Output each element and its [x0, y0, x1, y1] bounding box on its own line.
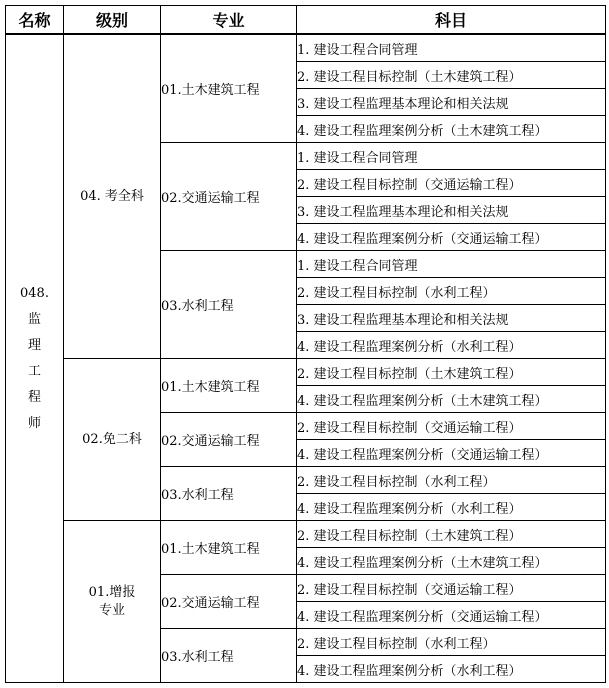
major-cell: 01.土木建筑工程	[161, 521, 297, 575]
subject-cell: 4. 建设工程监理案例分析（水利工程）	[297, 332, 606, 359]
level-cell	[64, 521, 161, 683]
subject-cell: 2. 建设工程目标控制（土木建筑工程）	[297, 62, 606, 89]
subject-cell: 2. 建设工程目标控制（交通运输工程）	[297, 170, 606, 197]
subject-cell: 4. 建设工程监理案例分析（水利工程）	[297, 656, 606, 683]
major-cell: 03.水利工程	[161, 629, 297, 683]
header-subject: 科目	[297, 6, 606, 35]
qualification-title-char: 工	[27, 363, 41, 379]
header-name: 名称	[6, 6, 64, 35]
subject-cell: 4. 建设工程监理案例分析（交通运输工程）	[297, 224, 606, 251]
subject-cell: 4. 建设工程监理案例分析（土木建筑工程）	[297, 548, 606, 575]
subject-cell: 3. 建设工程监理基本理论和相关法规	[297, 197, 606, 224]
subject-cell: 1. 建设工程合同管理	[297, 251, 606, 278]
major-cell: 02.交通运输工程	[161, 413, 297, 467]
qualification-title-char: 师	[27, 415, 41, 431]
subject-cell: 1. 建设工程合同管理	[297, 143, 606, 170]
subject-cell: 4. 建设工程监理案例分析（土木建筑工程）	[297, 116, 606, 143]
level-cell	[64, 34, 161, 359]
header-row	[6, 6, 606, 35]
subject-cell: 2. 建设工程目标控制（土木建筑工程）	[297, 359, 606, 386]
subject-cell: 4. 建设工程监理案例分析（交通运输工程）	[297, 440, 606, 467]
subject-cell: 4. 建设工程监理案例分析（交通运输工程）	[297, 602, 606, 629]
qualification-title-char: 监	[27, 311, 41, 327]
subject-cell: 2. 建设工程目标控制（交通运输工程）	[297, 575, 606, 602]
subject-cell: 3. 建设工程监理基本理论和相关法规	[297, 89, 606, 116]
subject-cell: 3. 建设工程监理基本理论和相关法规	[297, 305, 606, 332]
table-row	[6, 34, 606, 62]
subject-cell: 2. 建设工程目标控制（土木建筑工程）	[297, 521, 606, 548]
table-row	[6, 521, 606, 548]
table-body	[6, 34, 606, 683]
exam-subject-table	[5, 5, 606, 683]
level-label: 专业	[98, 602, 125, 618]
qualification-title-char: 理	[27, 337, 41, 353]
header-level: 级别	[64, 6, 161, 35]
subject-cell: 4. 建设工程监理案例分析（土木建筑工程）	[297, 386, 606, 413]
major-cell: 03.水利工程	[161, 251, 297, 359]
level-label: 04. 考全科	[80, 188, 144, 204]
document-page	[5, 5, 606, 683]
major-cell: 02.交通运输工程	[161, 575, 297, 629]
subject-cell: 2. 建设工程目标控制（水利工程）	[297, 629, 606, 656]
header-major: 专业	[161, 6, 297, 35]
level-label: 02.免二科	[82, 431, 142, 447]
qualification-title-char: 程	[27, 389, 41, 405]
subject-cell: 2. 建设工程目标控制（交通运输工程）	[297, 413, 606, 440]
subject-cell: 2. 建设工程目标控制（水利工程）	[297, 467, 606, 494]
table-row	[6, 359, 606, 386]
major-cell: 02.交通运输工程	[161, 143, 297, 251]
major-cell: 01.土木建筑工程	[161, 34, 297, 143]
qualification-name-cell	[6, 34, 64, 683]
level-label: 01.增报	[88, 584, 136, 600]
subject-cell: 4. 建设工程监理案例分析（水利工程）	[297, 494, 606, 521]
qualification-code: 048.	[20, 285, 49, 301]
major-cell: 01.土木建筑工程	[161, 359, 297, 413]
subject-cell: 2. 建设工程目标控制（水利工程）	[297, 278, 606, 305]
level-cell	[64, 359, 161, 521]
subject-cell: 1. 建设工程合同管理	[297, 34, 606, 62]
major-cell: 03.水利工程	[161, 467, 297, 521]
